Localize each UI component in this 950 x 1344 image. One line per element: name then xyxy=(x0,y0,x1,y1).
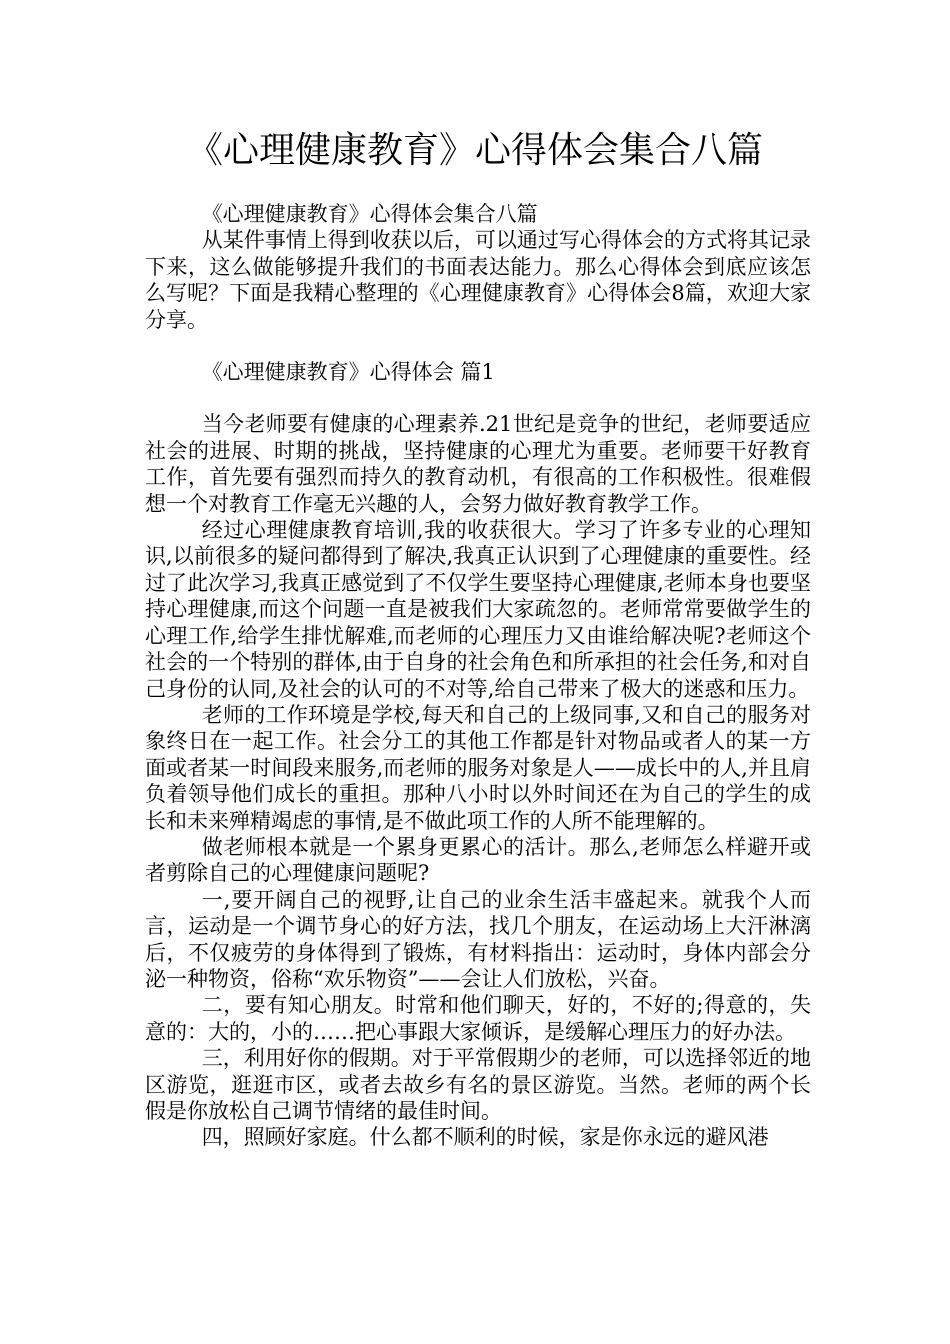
body-paragraph: 二，要有知心朋友。时常和他们聊天，好的，不好的;得意的，失意的：大的，小的……把心事跟大家倾诉，是缓解心理压力的好办法。 xyxy=(145,993,811,1044)
body-paragraph: 四，照顾好家庭。什么都不顺利的时候，家是你永远的避风港 xyxy=(201,1125,769,1150)
document-title: 《心理健康教育》心得体会集合八篇 xyxy=(186,130,763,171)
body-paragraph: 老师的工作环境是学校,每天和自己的上级同事,又和自己的服务对象终日在一起工作。社会分工的其他工作都是针对物品或者人的某一方面或者某一时间段来服务,而老师的服务对象是人——成长中的人,并且肩负着领导他们成长的重担。那种八小时以外时间还在为自己的学生的成长和未来殚精竭虑的事情,是不做此项工作的人所不能理解的。 xyxy=(145,702,811,833)
document-body xyxy=(145,201,811,1151)
section-heading: 《心理健康教育》心得体会 篇1 xyxy=(201,360,495,385)
body-paragraph: 三，利用好你的假期。对于平常假期少的老师，可以选择邻近的地区游览，逛逛市区，或者去故乡有名的景区游览。当然。老师的两个长假是你放松自己调节情绪的最佳时间。 xyxy=(145,1046,811,1123)
body-paragraph: 经过心理健康教育培训,我的收获很大。学习了许多专业的心理知识,以前很多的疑问都得到了解决,我真正认识到了心理健康的重要性。经过了此次学习,我真正感觉到了不仅学生要坚持心理健康,老师本身也要坚持心理健康,而这个问题一直是被我们大家疏忽的。老师常常要做学生的心理工作,给学生排忧解难,而老师的心理压力又由谁给解决呢?老师这个社会的一个特别的群体,由于自身的社会角色和所承担的社会任务,和对自己身份的认同,及社会的认可的不对等,给自己带来了极大的迷惑和压力。 xyxy=(145,518,811,701)
body-paragraph: 做老师根本就是一个累身更累心的活计。那么,老师怎么样避开或者剪除自己的心理健康问题呢? xyxy=(145,834,811,886)
body-paragraph: 当今老师要有健康的心理素养.21世纪是竞争的世纪，老师要适应社会的进展、时期的挑战，坚持健康的心理尤为重要。老师要干好教育工作，首先要有强烈而持久的教育动机，有很高的工作积极性。很难假想一个对教育工作毫无兴趣的人，会努力做好教育教学工作。 xyxy=(145,412,811,516)
intro-paragraph: 从某件事情上得到收获以后，可以通过写心得体会的方式将其记录下来，这么做能够提升我们的书面表达能力。那么心得体会到底应该怎么写呢？下面是我精心整理的《心理健康教育》心得体会8篇，欢迎大家分享。 xyxy=(145,228,811,332)
subtitle-line: 《心理健康教育》心得体会集合八篇 xyxy=(201,202,538,226)
spacer xyxy=(145,385,811,411)
body-paragraph: 一,要开阔自己的视野,让自己的业余生活丰盛起来。就我个人而言，运动是一个调节身心的好方法，找几个朋友，在运动场上大汗淋漓后，不仅疲劳的身体得到了锻炼，有材料指出：运动时，身体内部会分泌一种物资，俗称“欢乐物资”——会让人们放松，兴奋。 xyxy=(145,887,811,991)
spacer xyxy=(145,333,811,359)
